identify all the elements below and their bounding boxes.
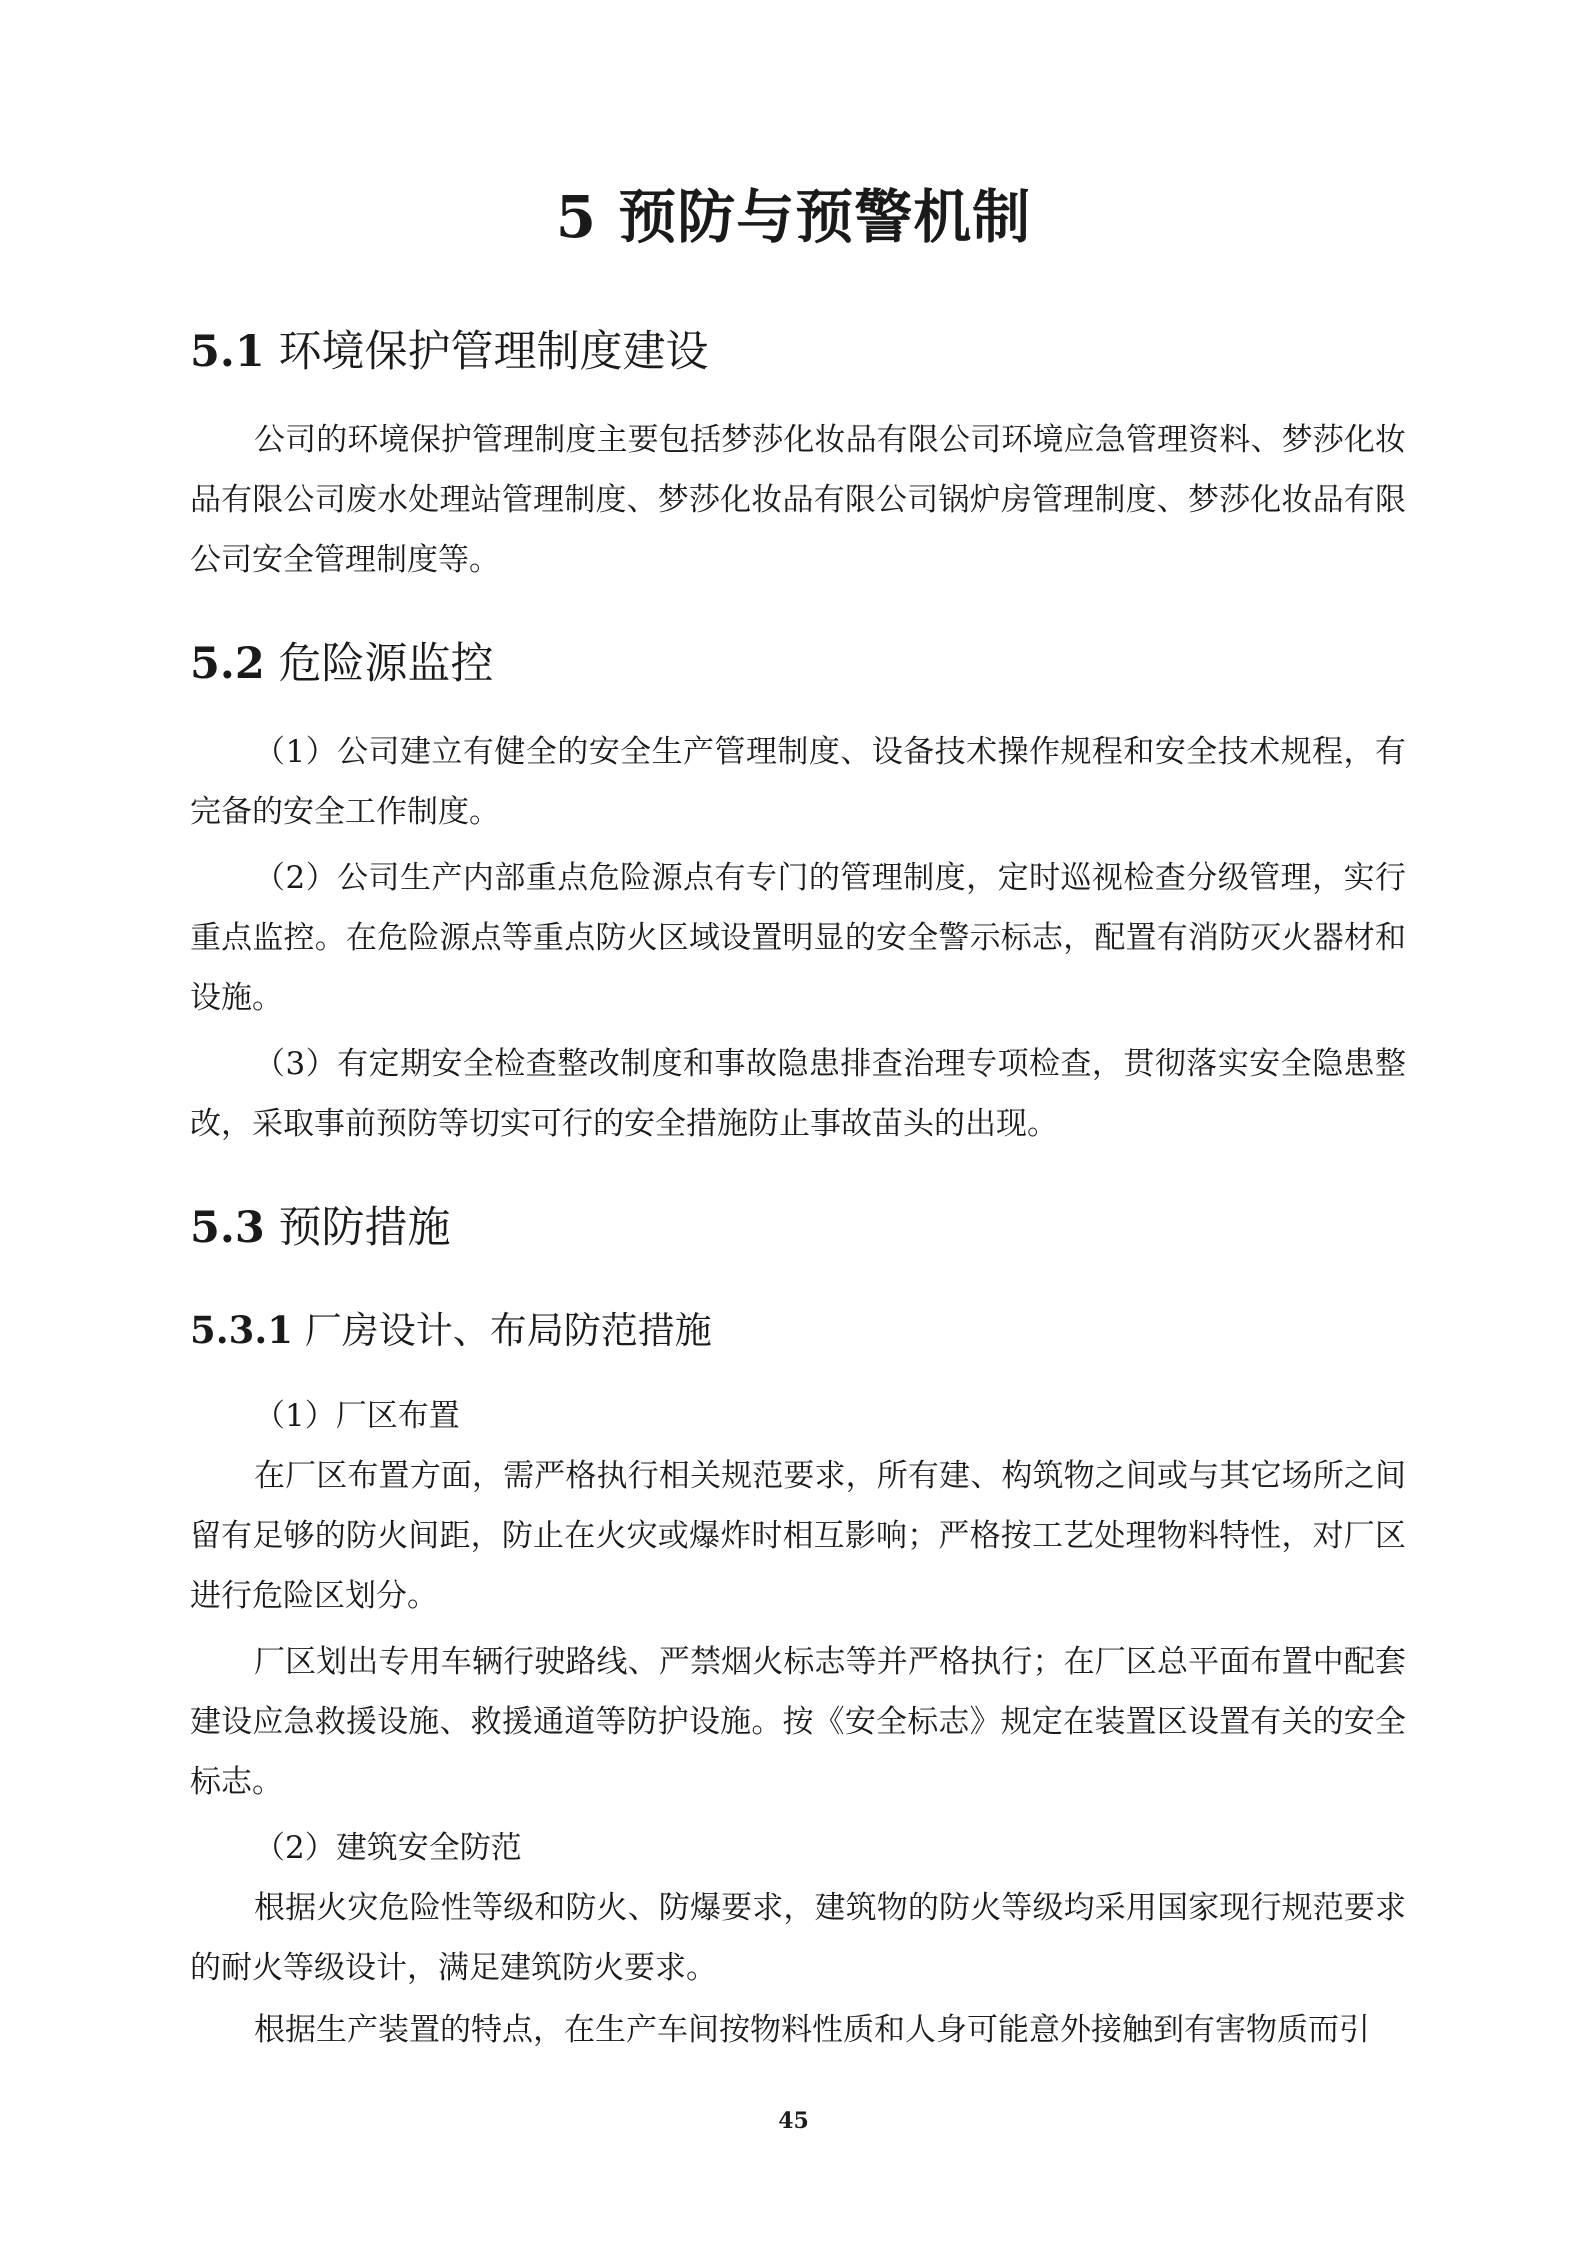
section-number: 5.3 (190, 1203, 265, 1253)
page-number: 45 (778, 2108, 809, 2134)
section-heading-5-2 (190, 630, 493, 691)
chapter-title: 5 预防与预警机制 (555, 183, 1032, 251)
subsection-number: 5.3.1 (190, 1308, 293, 1352)
subsection-title: 厂房设计、布局防范措施 (304, 1309, 712, 1352)
section-heading-5-3 (190, 1194, 450, 1255)
section-number: 5.1 (190, 327, 265, 377)
paragraph: 根据火灾危险性等级和防火、防爆要求，建筑物的防火等级均采用国家现行规范要求的耐火等级设计，满足建筑防火要求。 (190, 1890, 1406, 1986)
section-number: 5.2 (190, 639, 265, 689)
paragraph: （3）有定期安全检查整改制度和事故隐患排查治理专项检查，贯彻落实安全隐患整改，采取事前预防等切实可行的安全措施防止事故苗头的出现。 (190, 1046, 1406, 1142)
paragraph: 公司的环境保护管理制度主要包括梦莎化妆品有限公司环境应急管理资料、梦莎化妆品有限公司废水处理站管理制度、梦莎化妆品有限公司锅炉房管理制度、梦莎化妆品有限公司安全管理制度等。 (190, 422, 1406, 578)
paragraph: （1）公司建立有健全的安全生产管理制度、设备技术操作规程和安全技术规程，有完备的安全工作制度。 (190, 734, 1406, 830)
section-title: 预防措施 (278, 1203, 451, 1253)
paragraph: 在厂区布置方面，需严格执行相关规范要求，所有建、构筑物之间或与其它场所之间留有足够的防火间距，防止在火灾或爆炸时相互影响；严格按工艺处理物料特性，对厂区进行危险区划分。 (190, 1458, 1406, 1614)
subsection-heading-5-3-1 (190, 1300, 712, 1354)
paragraph: 根据生产装置的特点，在生产车间按物料性质和人身可能意外接触到有害物质而引 (254, 2012, 1370, 2048)
paragraph: （1）厂区布置 (254, 1398, 460, 1434)
paragraph: （2）公司生产内部重点危险源点有专门的管理制度，定时巡视检查分级管理，实行重点监控。在危险源点等重点防火区域设置明显的安全警示标志，配置有消防灭火器材和设施。 (190, 860, 1406, 1016)
paragraph: （2）建筑安全防范 (254, 1830, 522, 1866)
section-title: 环境保护管理制度建设 (278, 327, 709, 377)
paragraph: 厂区划出专用车辆行驶路线、严禁烟火标志等并严格执行；在厂区总平面布置中配套建设应急救援设施、救援通道等防护设施。按《安全标志》规定在装置区设置有关的安全标志。 (190, 1644, 1406, 1800)
section-heading-5-1 (190, 318, 708, 379)
section-title: 危险源监控 (278, 639, 494, 689)
